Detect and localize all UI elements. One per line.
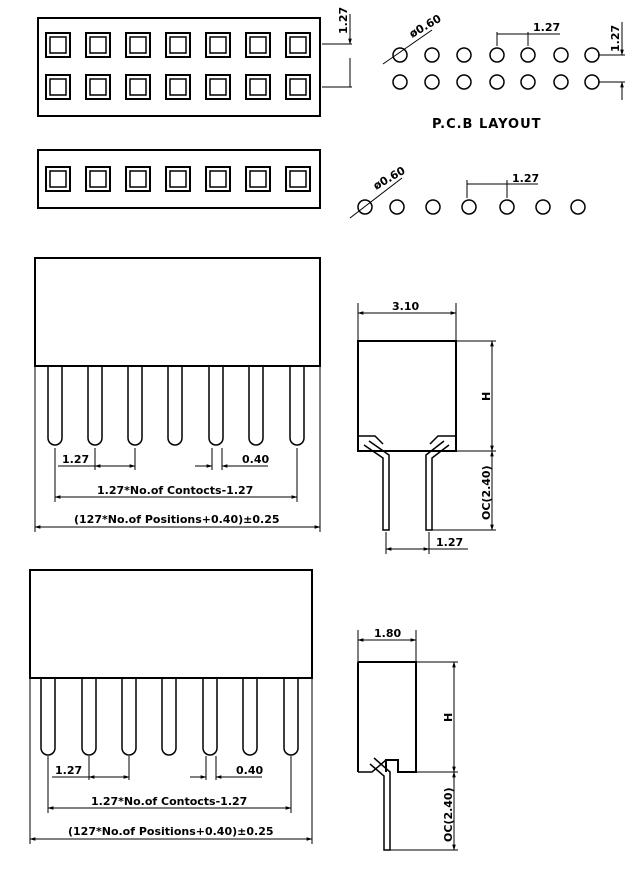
pcb-pitch-dimension-single bbox=[467, 172, 539, 198]
pin-4 bbox=[168, 366, 182, 445]
pitch-label-2: 1.27 bbox=[55, 764, 83, 777]
height-label-2: H bbox=[442, 712, 455, 722]
pcb-hole-top-2 bbox=[425, 48, 439, 62]
top-view-single-row bbox=[38, 150, 320, 208]
pcb-pitch-label-single: 1.27 bbox=[512, 172, 540, 185]
pcb-pitch-dimension bbox=[497, 21, 560, 46]
overall-length-dimension-2 bbox=[30, 678, 312, 844]
pcb-hole-bottom-4 bbox=[490, 75, 504, 89]
pcb-hole-bottom-3 bbox=[457, 75, 471, 89]
positions-formula-label-2: (127*No.of Positions+0.40)±0.25 bbox=[68, 825, 274, 838]
hole-dia-label: ø0.60 bbox=[407, 11, 444, 41]
pcb-hole-single-5 bbox=[500, 200, 514, 214]
pin-length-label: OC(2.40) bbox=[480, 465, 493, 520]
width-label-2: 1.80 bbox=[374, 627, 402, 640]
pin-width-dimension-2 bbox=[190, 756, 263, 780]
front-view-1 bbox=[35, 258, 320, 532]
pin-1 bbox=[48, 366, 62, 445]
pcb-row-pitch-dimension bbox=[598, 22, 625, 100]
pcb-hole-bottom-5 bbox=[521, 75, 535, 89]
side-housing-2 bbox=[358, 662, 416, 772]
pcb-hole-top-4 bbox=[490, 48, 504, 62]
pin-width-label-2: 0.40 bbox=[236, 764, 264, 777]
width-dimension bbox=[358, 300, 456, 341]
pin-7 bbox=[290, 366, 304, 445]
pcb-hole-single-7 bbox=[571, 200, 585, 214]
pin-5 bbox=[209, 366, 223, 445]
pin-width-dimension bbox=[195, 448, 269, 470]
contact-pad-bottom-3-inner bbox=[130, 79, 146, 95]
side-housing bbox=[358, 341, 456, 451]
hole-dia-leader bbox=[383, 30, 432, 64]
pcb-row-pitch-label: 1.27 bbox=[609, 24, 622, 52]
contact-pad-top-1-inner bbox=[50, 37, 66, 53]
pcb-hole-single-6 bbox=[536, 200, 550, 214]
contact-pad-single-7-inner bbox=[290, 171, 306, 187]
pitch-dimension-2 bbox=[48, 756, 129, 780]
contact-pads-single bbox=[46, 167, 310, 191]
pcb-hole-top-7 bbox=[585, 48, 599, 62]
pin-b-3 bbox=[122, 678, 136, 755]
pin-length-dimension bbox=[432, 451, 496, 530]
pcb-hole-single-2 bbox=[390, 200, 404, 214]
front-view-2 bbox=[30, 570, 312, 844]
pin-span-label: 1.27 bbox=[436, 536, 464, 549]
contact-pad-single-2-inner bbox=[90, 171, 106, 187]
contact-pad-single-4-inner bbox=[170, 171, 186, 187]
pitch-label: 1.27 bbox=[62, 453, 90, 466]
width-dimension-2 bbox=[358, 627, 416, 662]
contact-pad-top-6-inner bbox=[250, 37, 266, 53]
contact-pad-single-5-inner bbox=[210, 171, 226, 187]
pcb-hole-top-6 bbox=[554, 48, 568, 62]
contact-pad-single-1-inner bbox=[50, 171, 66, 187]
contact-pads bbox=[46, 33, 310, 99]
pin-width-label: 0.40 bbox=[242, 453, 270, 466]
pcb-layout-title: P.C.B LAYOUT bbox=[432, 117, 542, 132]
contact-pad-bottom-4-inner bbox=[170, 79, 186, 95]
pcb-hole-bottom-6 bbox=[554, 75, 568, 89]
overall-length-dimension bbox=[35, 366, 320, 532]
width-label: 3.10 bbox=[392, 300, 420, 313]
contact-pad-top-3-inner bbox=[130, 37, 146, 53]
contact-pad-top-7-inner bbox=[290, 37, 306, 53]
height-dimension-2 bbox=[416, 662, 458, 772]
pin-3 bbox=[128, 366, 142, 445]
housing-body bbox=[35, 258, 320, 366]
pcb-holes-double bbox=[393, 48, 599, 89]
pin-length-label-2: OC(2.40) bbox=[442, 787, 455, 842]
contact-pad-single-3-inner bbox=[130, 171, 146, 187]
housing-body-2 bbox=[30, 570, 312, 678]
pin-b-1 bbox=[41, 678, 55, 755]
pcb-hole-single-3 bbox=[426, 200, 440, 214]
pin-b-5 bbox=[203, 678, 217, 755]
contact-pad-top-2-inner bbox=[90, 37, 106, 53]
pitch-dimension bbox=[55, 448, 135, 470]
pcb-hole-bottom-7 bbox=[585, 75, 599, 89]
side-view-1 bbox=[358, 300, 496, 554]
pcb-hole-single-4 bbox=[462, 200, 476, 214]
hole-dia-label-single: ø0.60 bbox=[371, 163, 408, 193]
pcb-layout bbox=[383, 12, 625, 132]
height-dimension bbox=[456, 341, 496, 451]
positions-formula-label: (127*No.of Positions+0.40)±0.25 bbox=[74, 513, 280, 526]
pcb-hole-top-3 bbox=[457, 48, 471, 62]
contact-pad-bottom-5-inner bbox=[210, 79, 226, 95]
pins-2 bbox=[41, 678, 298, 755]
contact-pad-bottom-6-inner bbox=[250, 79, 266, 95]
row-pitch-dimension bbox=[322, 7, 352, 87]
pcb-pitch-label: 1.27 bbox=[533, 21, 561, 34]
pin-b-7 bbox=[284, 678, 298, 755]
top-view-double-row bbox=[38, 7, 352, 116]
pin-b-2 bbox=[82, 678, 96, 755]
pcb-hole-bottom-1 bbox=[393, 75, 407, 89]
pcb-hole-bottom-2 bbox=[425, 75, 439, 89]
pcb-layout-single bbox=[350, 164, 585, 218]
pin-left bbox=[364, 441, 389, 530]
side-view-2 bbox=[358, 627, 458, 850]
pin-b-6 bbox=[243, 678, 257, 755]
height-label: H bbox=[480, 391, 493, 401]
contact-pad-bottom-2-inner bbox=[90, 79, 106, 95]
contact-pad-bottom-7-inner bbox=[290, 79, 306, 95]
pcb-holes-single bbox=[358, 200, 585, 214]
contacts-formula-label: 1.27*No.of Contocts-1.27 bbox=[97, 484, 254, 497]
pin-6 bbox=[249, 366, 263, 445]
pcb-hole-top-5 bbox=[521, 48, 535, 62]
contacts-formula-label-2: 1.27*No.of Contocts-1.27 bbox=[91, 795, 248, 808]
housing-outline-single bbox=[38, 150, 320, 208]
contact-pad-single-6-inner bbox=[250, 171, 266, 187]
contact-pad-top-4-inner bbox=[170, 37, 186, 53]
pin-2 bbox=[88, 366, 102, 445]
pin-length-dimension-2 bbox=[390, 772, 458, 850]
pin-span-dimension bbox=[386, 532, 468, 554]
row-pitch-label: 1.27 bbox=[337, 6, 350, 34]
contact-pad-bottom-1-inner bbox=[50, 79, 66, 95]
pin-b-4 bbox=[162, 678, 176, 755]
contact-pad-top-5-inner bbox=[210, 37, 226, 53]
pins bbox=[48, 366, 304, 445]
pin-right bbox=[426, 441, 449, 530]
